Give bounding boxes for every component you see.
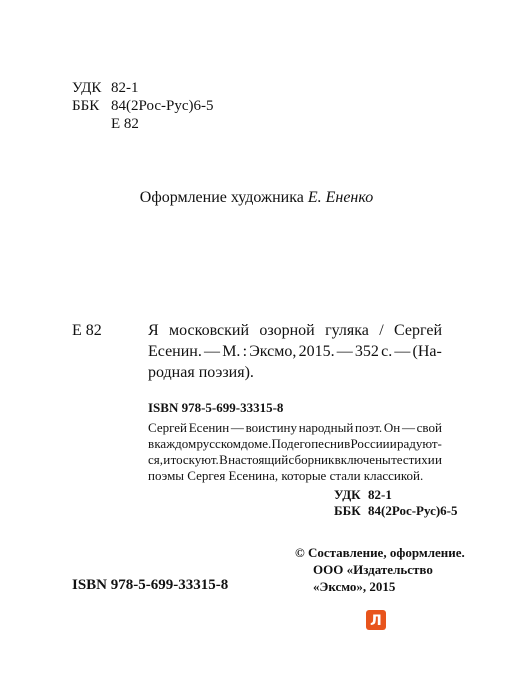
word: включены [334,452,391,467]
word: Под [271,436,294,451]
annotation-line-1 [148,420,442,436]
udk-value: 82-1 [111,80,139,96]
word: русском [196,436,241,451]
bbk-value-small: 84(2Рос-Рус)6-5 [368,503,458,518]
word: Сергей [394,322,442,339]
word: с. [381,343,393,360]
bbk-line [72,97,213,115]
word: стихи [402,452,435,467]
word: свой [416,420,442,435]
artist-credit [0,189,513,207]
word: — [336,343,353,360]
word: Я [148,322,159,339]
copyright-line-3: «Эксмо», 2015 [313,579,396,594]
bbk-line-small [334,503,458,519]
word: — [230,420,244,435]
word: доме. [241,436,272,451]
word: В [219,452,228,467]
udk-key-small: УДК [334,487,361,502]
word: — [204,343,221,360]
word: / [379,322,384,339]
annotation-line-2 [148,436,442,452]
word: — [394,343,411,360]
word: 352 [354,343,379,360]
udk-key: УДК [72,80,102,96]
udk-line [72,79,139,97]
artist-prefix: Оформление художника [139,189,308,206]
udk-line-small [334,487,392,503]
word: 2015. [298,343,335,360]
word: — [401,420,415,435]
svg-text:Л: Л [370,613,382,629]
labirint-logo-icon [366,610,386,630]
word: радуют- [396,436,442,451]
word: его [293,436,312,451]
word: народный [298,420,354,435]
word: : [242,343,248,360]
word: Он [383,420,401,435]
word: поэт. [355,420,383,435]
annotation [148,420,442,484]
word: московский [169,322,250,339]
word: в [344,436,351,451]
word: Сергей [148,420,187,435]
word: песни [311,436,344,451]
word: ся, [148,452,163,467]
bbk-key: ББК [72,98,100,114]
artist-name: Е. Ененко [307,189,374,206]
word: (На- [412,343,442,360]
bbk-key-small: ББК [334,503,361,518]
word: сборник [288,452,335,467]
udk-value-small: 82-1 [368,487,392,502]
word: и [435,452,442,467]
word: Есенин. [148,343,202,360]
isbn-big: ISBN 978-5-699-33315-8 [72,577,229,593]
bbk-value: 84(2Рос-Рус)6-5 [111,98,214,114]
annotation-line-3 [148,452,442,468]
word: озорной [259,322,315,339]
copyright-line-2: ООО «Издательство [313,562,433,577]
annotation-line-4: поэмы Сергея Есенина, которые стали классикой. [148,468,424,483]
entry-code: Е 82 [72,322,102,339]
author-sign: Е 82 [111,116,139,132]
entry-line-2 [148,341,442,362]
word: в [148,436,155,451]
word: воистину [245,420,297,435]
word: Эксмо, [249,343,297,360]
word: и [389,436,397,451]
word: гуляка [325,322,369,339]
isbn-small: ISBN 978-5-699-33315-8 [148,400,284,415]
word: тоскуют. [170,452,219,467]
entry-line-3: родная поэзия). [148,364,254,381]
word: настоящий [228,452,289,467]
word: М. [222,343,241,360]
word: те [391,452,403,467]
copyright-line-1: © Составление, оформление. [295,545,465,560]
word: России [350,436,390,451]
word: и [163,452,171,467]
word: каждом [154,436,197,451]
word: Есенин [188,420,230,435]
entry-line-1 [148,320,442,341]
